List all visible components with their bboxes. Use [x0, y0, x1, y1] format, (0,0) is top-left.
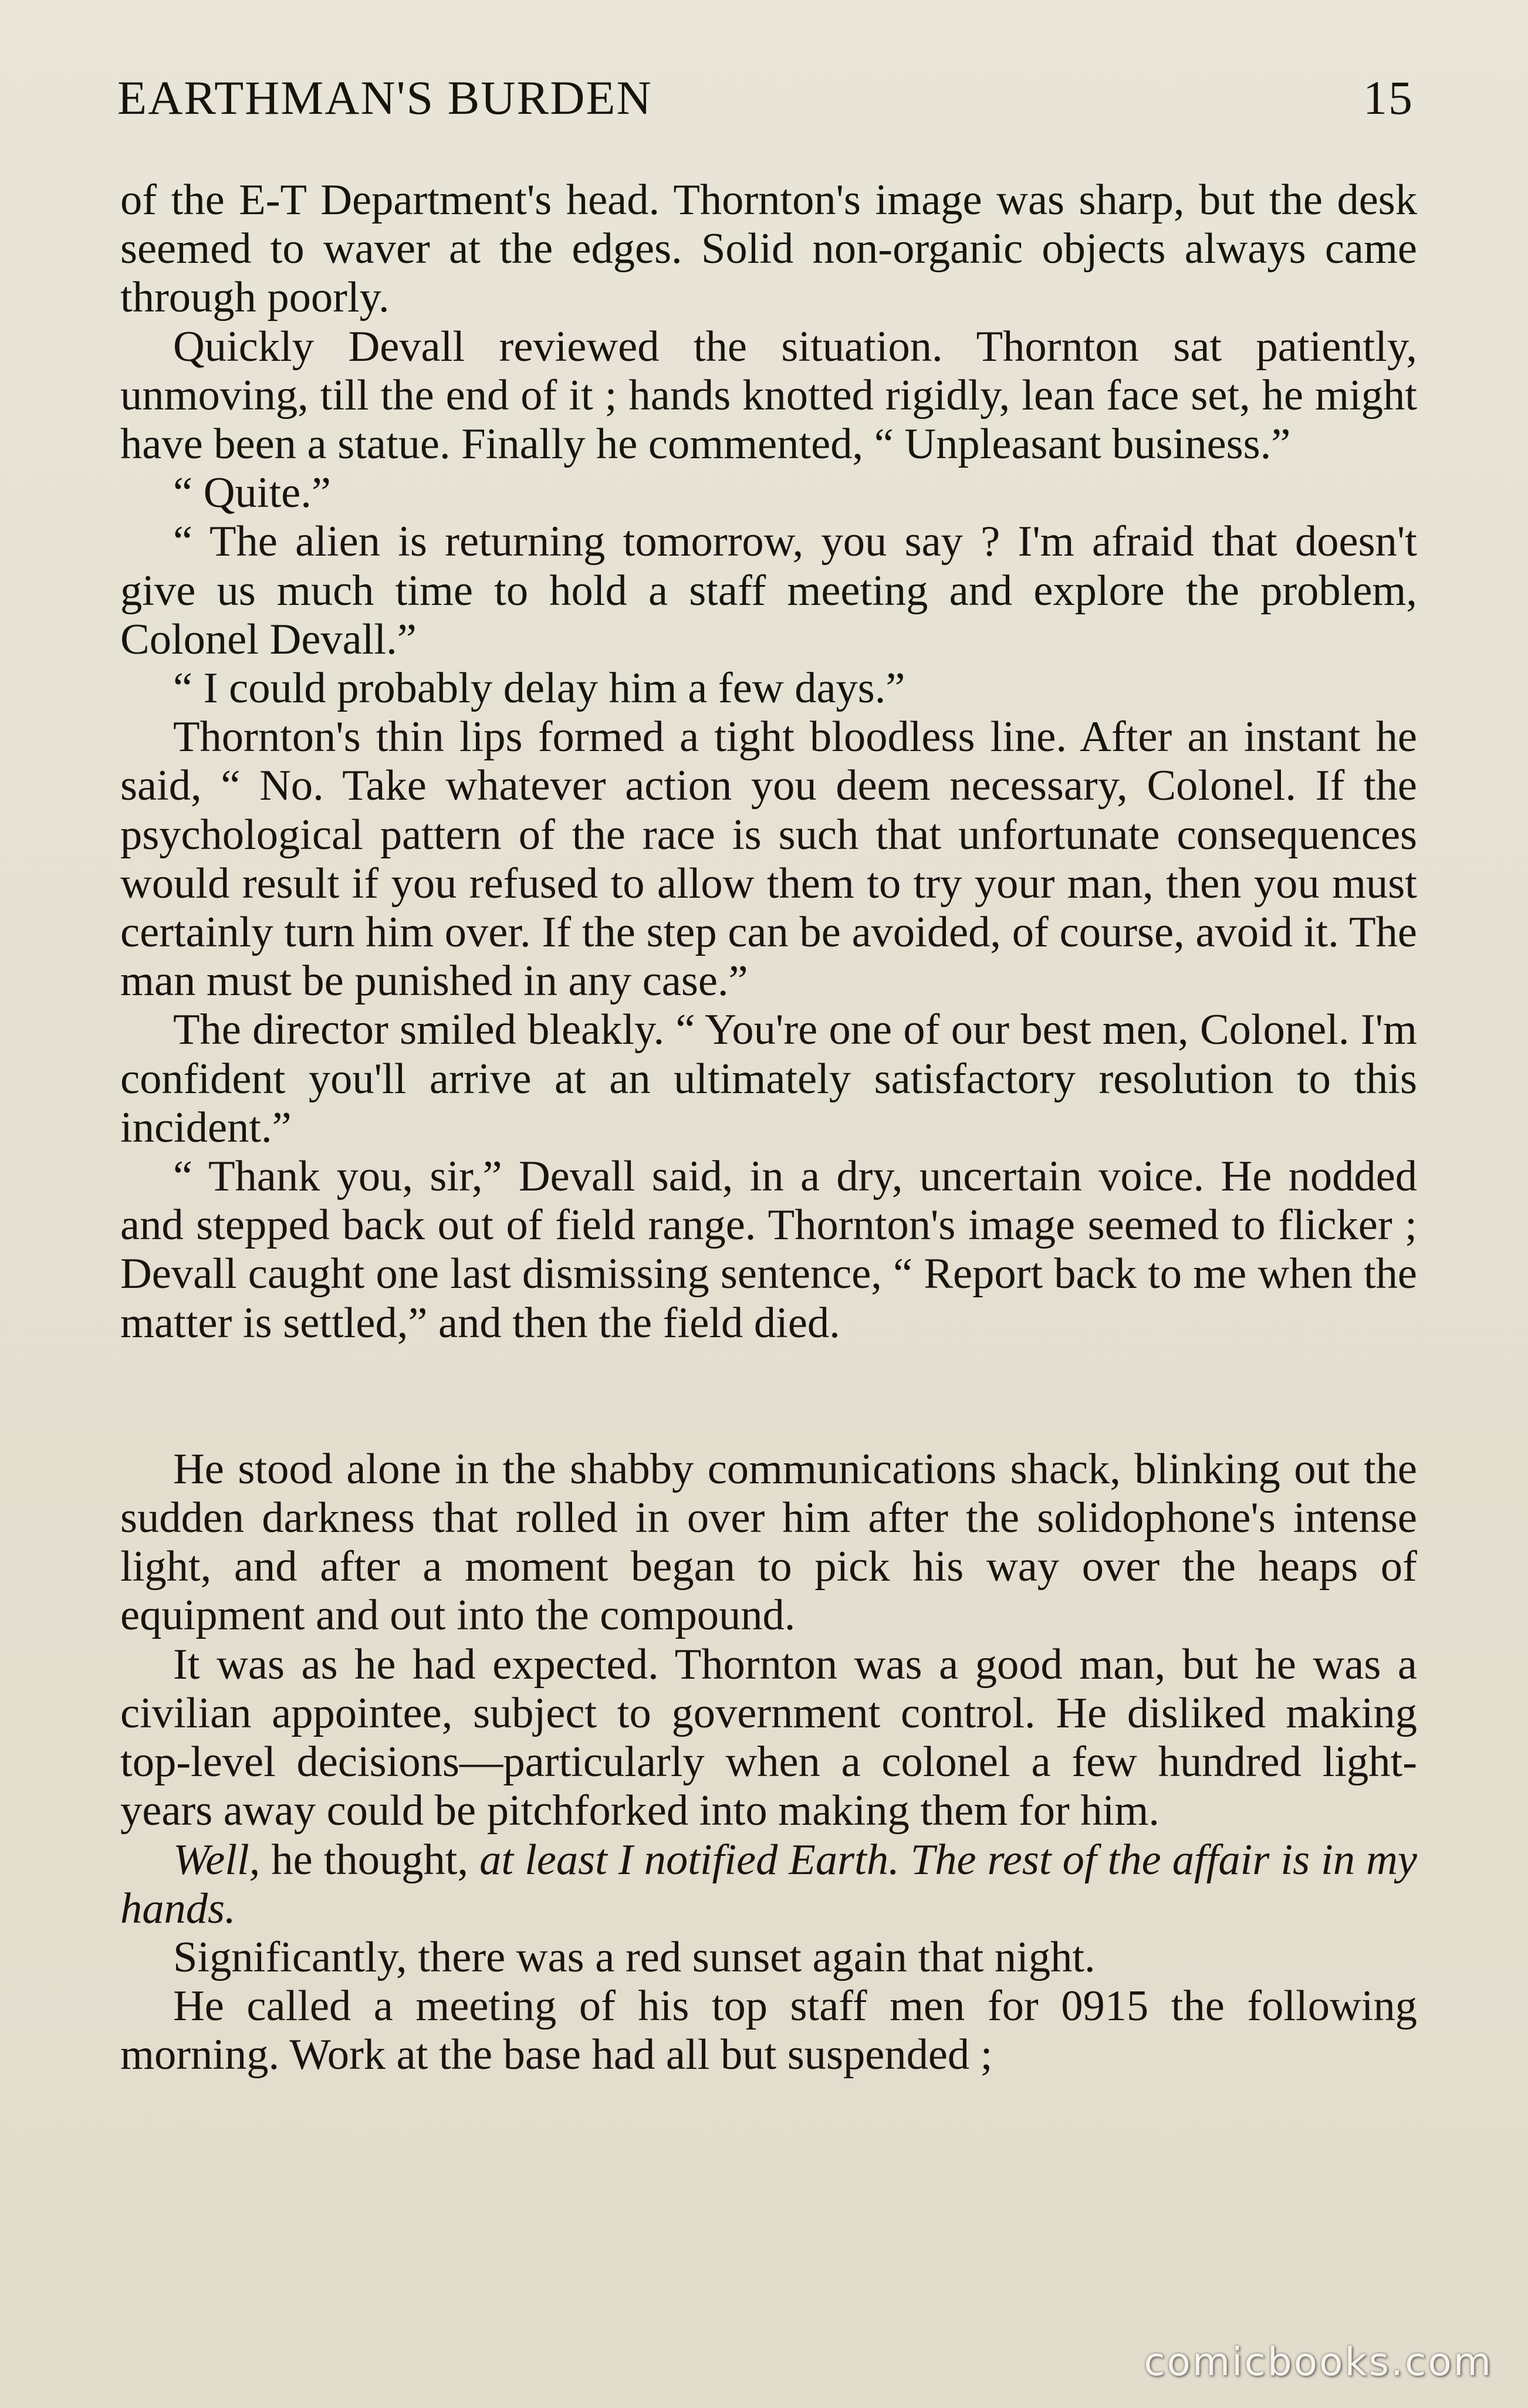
- plain-text: he thought,: [260, 1835, 480, 1884]
- paragraph: [120, 1836, 1417, 1933]
- italic-text: Well,: [173, 1835, 261, 1884]
- paragraph: Significantly, there was a red sunset again that night.: [173, 1933, 1096, 1981]
- paragraph: It was as he had expected. Thornton was a good man, but he was a civilian appointee, subject to government control. He disliked making top-level decisions—particularly when a colonel a few hundred light-years away could be pitchforked into making them for him.: [120, 1640, 1417, 1835]
- paragraph: “ Thank you, sir,” Devall said, in a dry, uncertain voice. He nodded and stepped back out of field range. Thornton's image seemed to flicker ; Devall caught one last dismissing sentence, “ Report back to me when the matter is settled,” and then the field died.: [120, 1152, 1417, 1347]
- paragraph: “ Quite.”: [173, 469, 331, 518]
- paragraph: The director smiled bleakly. “ You're one of our best men, Colonel. I'm confident you'll arrive at an ultimately satisfactory resolution to this incident.”: [120, 1006, 1417, 1152]
- paragraph: Quickly Devall reviewed the situation. Thornton sat patiently, unmoving, till the end of it ; hands knotted rigidly, lean face set, he might have been a statue. Finally he commented, “ Unpleasant business.”: [120, 322, 1417, 469]
- paragraph: He called a meeting of his top staff men for 0915 the following morning. Work at the base had all but suspended ;: [120, 1982, 1417, 2079]
- paragraph: “ The alien is returning tomorrow, you say ? I'm afraid that doesn't give us much time to hold a staff meeting and explore the problem, Colonel Devall.”: [120, 518, 1417, 664]
- watermark: comicbooks.com: [1144, 2339, 1493, 2385]
- running-header: [117, 70, 1414, 126]
- running-title: EARTHMAN'S BURDEN: [117, 71, 653, 124]
- body-text: [120, 176, 1417, 2080]
- page-number: 15: [1363, 71, 1414, 124]
- italic-text: at least I notified Earth. The rest of the affair is in my hands.: [120, 1835, 1417, 1933]
- paragraph: of the E-T Department's head. Thornton's image was sharp, but the desk seemed to waver at the edges. Solid non-organic objects always came through poorly.: [120, 176, 1417, 322]
- paragraph: Thornton's thin lips formed a tight bloodless line. After an instant he said, “ No. Take whatever action you deem necessary, Colonel. If the psychological pattern of the race is such that unfortunate consequences would result if you refused to allow them to try your man, then you must certainly turn him over. If the step can be avoided, of course, avoid it. The man must be punished in any case.”: [120, 713, 1417, 1006]
- paragraph: He stood alone in the shabby communications shack, blinking out the sudden darkness that rolled in over him after the solidophone's intense light, and after a moment began to pick his way over the heaps of equipment and out into the compound.: [120, 1445, 1417, 1640]
- paragraph: “ I could probably delay him a few days.”: [173, 664, 905, 713]
